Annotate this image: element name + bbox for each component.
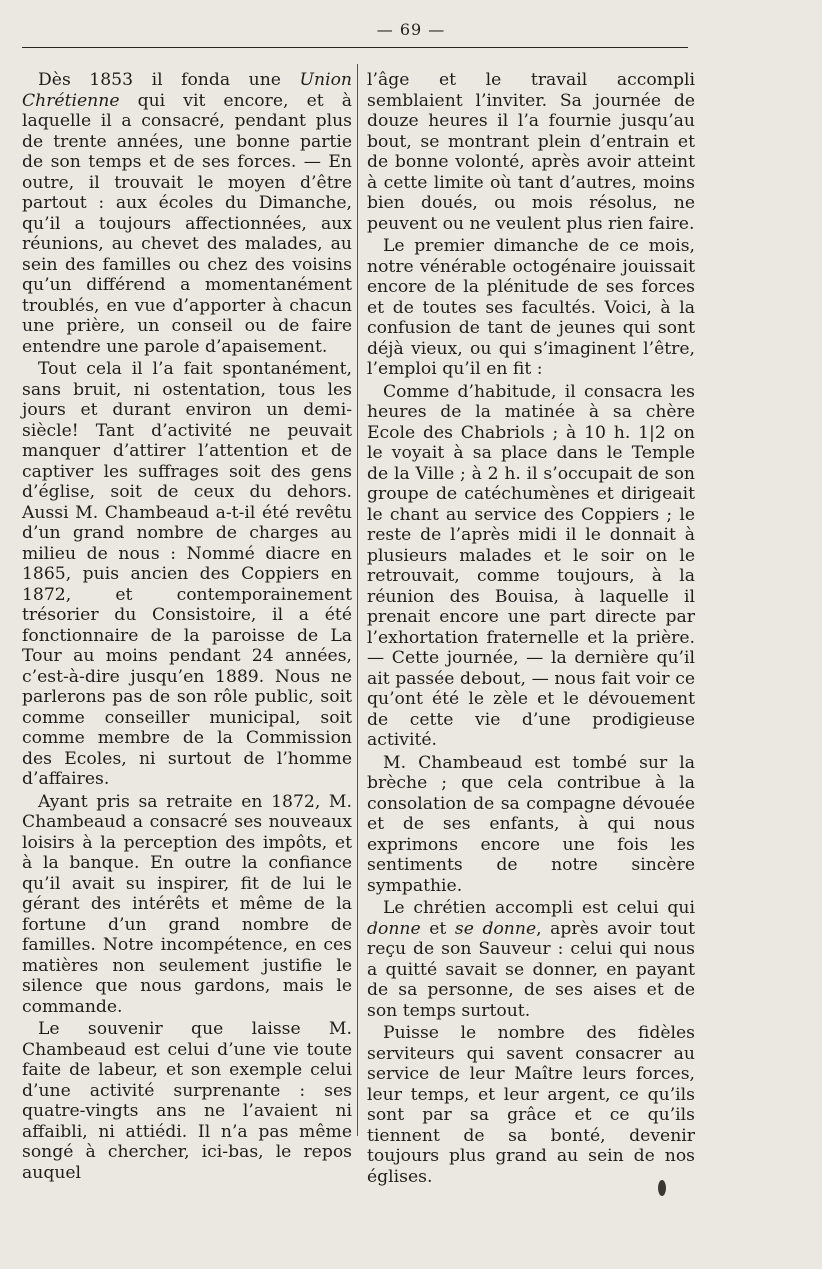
page-number: — 69 — xyxy=(376,20,446,39)
paragraph: Comme d’habitude, il consacra les heures de la matinée à sa chère Ecole des Chabriols ; à 10 h. 1|2 on le voyait à sa place dans le Temple de la Ville ; à 2 h. il s’occupait de son groupe de catéchumènes et dirigeait le chant au service des Coppiers ; le reste de l’après midi il le donnait à plusieurs malades et le soir on le retrouvait, comme toujours, à la réunion des Bouisa, à laquelle il prenait encore une part directe par l’exhortation fraternelle et la prière. — Cette journée, — la dernière qu’il ait passée debout, — nous fait voir ce qu’ont été le zèle et le dévouement de cette vie d’une prodigieuse activité. xyxy=(367,381,695,750)
paragraph: l’âge et le travail accompli semblaient l’inviter. Sa journée de douze heures il l’a fournie jusqu’au bout, se montrant plein d’entrain et de bonne volonté, après avoir atteint à cette limite où tant d’autres, moins bien doués, ou mois résolus, ne peuvent ou ne veulent plus rien faire. xyxy=(367,70,695,234)
paragraph: Dès 1853 il fonda une Union Chrétienne qui vit encore, et à laquelle il a consacré, pendant plus de trente années, une bonne partie de son temps et de ses forces. — En outre, il trouvait le moyen d’être partout : aux écoles du Dimanche, qu’il a toujours affectionnées, aux réunions, au chevet des malades, au sein des familles ou chez des voisins qu’un différend a momentanément troublés, en vue d’apporter à chacun une prière, un conseil ou de faire entendre une parole d’apaisement. xyxy=(22,70,352,357)
left-column xyxy=(22,70,352,1185)
right-column xyxy=(367,70,695,1189)
ink-blot xyxy=(658,1180,666,1196)
paragraph: Puisse le nombre des fidèles serviteurs qui savent consacrer au service de leur Maître leurs forces, leur temps, et leur argent, ce qu’ils sont par sa grâce et ce qu’ils tiennent de sa bonté, devenir toujours plus grand au sein de nos églises. xyxy=(367,1023,695,1187)
column-divider xyxy=(357,64,358,1136)
paragraph: Ayant pris sa retraite en 1872, M. Chambeaud a consacré ses nouveaux loisirs à la perception des impôts, et à la banque. En outre la confiance qu’il avait su inspirer, fit de lui le gérant des intérêts et même de la fortune d’un grand nombre de familles. Notre incompétence, en ces matières non seulement justifie le silence que nous gardons, mais le commande. xyxy=(22,791,352,1017)
paragraph: Tout cela il l’a fait spontanément, sans bruit, ni ostentation, tous les jours et durant environ un demi-siècle! Tant d’activité ne peuvait manquer d’attirer l’attention et de captiver les suffrages soit des gens d’église, soit de ceux du dehors. Aussi M. Chambeaud a-t-il été revêtu d’un grand nombre de charges au milieu de nous : Nommé diacre en 1865, puis ancien des Coppiers en 1872, et contemporainement trésorier du Consistoire, il a été fonctionnaire de la paroisse de La Tour au moins pendant 24 années, c’est-à-dire jusqu’en 1889. Nous ne parlerons pas de son rôle public, soit comme conseiller municipal, soit comme membre de la Commission des Ecoles, ni surtout de l’homme d’affaires. xyxy=(22,359,352,789)
header-rule xyxy=(22,47,688,48)
paragraph: Le souvenir que laisse M. Chambeaud est celui d’une vie toute faite de labeur, et son exemple celui d’une activité surprenante : ses quatre-vingts ans ne l’avaient ni affaibli, ni attiédi. Il n’a pas même songé à chercher, ici-bas, le repos auquel xyxy=(22,1019,352,1183)
paragraph: Le premier dimanche de ce mois, notre vénérable octogénaire jouissait encore de la plénitude de ses forces et de toutes ses facultés. Voici, à la confusion de tant de jeunes qui sont déjà vieux, ou qui s’imaginent l’être, l’emploi qu’il en fit : xyxy=(367,236,695,379)
paragraph: M. Chambeaud est tombé sur la brèche ; que cela contribue à la consolation de sa compagne dévouée et de ses enfants, à qui nous exprimons encore une fois les sentiments de notre sincère sympathie. xyxy=(367,752,695,896)
paragraph: Le chrétien accompli est celui qui donne et se donne, après avoir tout reçu de son Sauveur : celui qui nous a quitté savait se donner, en payant de sa personne, de ses aises et de son temps surtout. xyxy=(367,898,695,1021)
